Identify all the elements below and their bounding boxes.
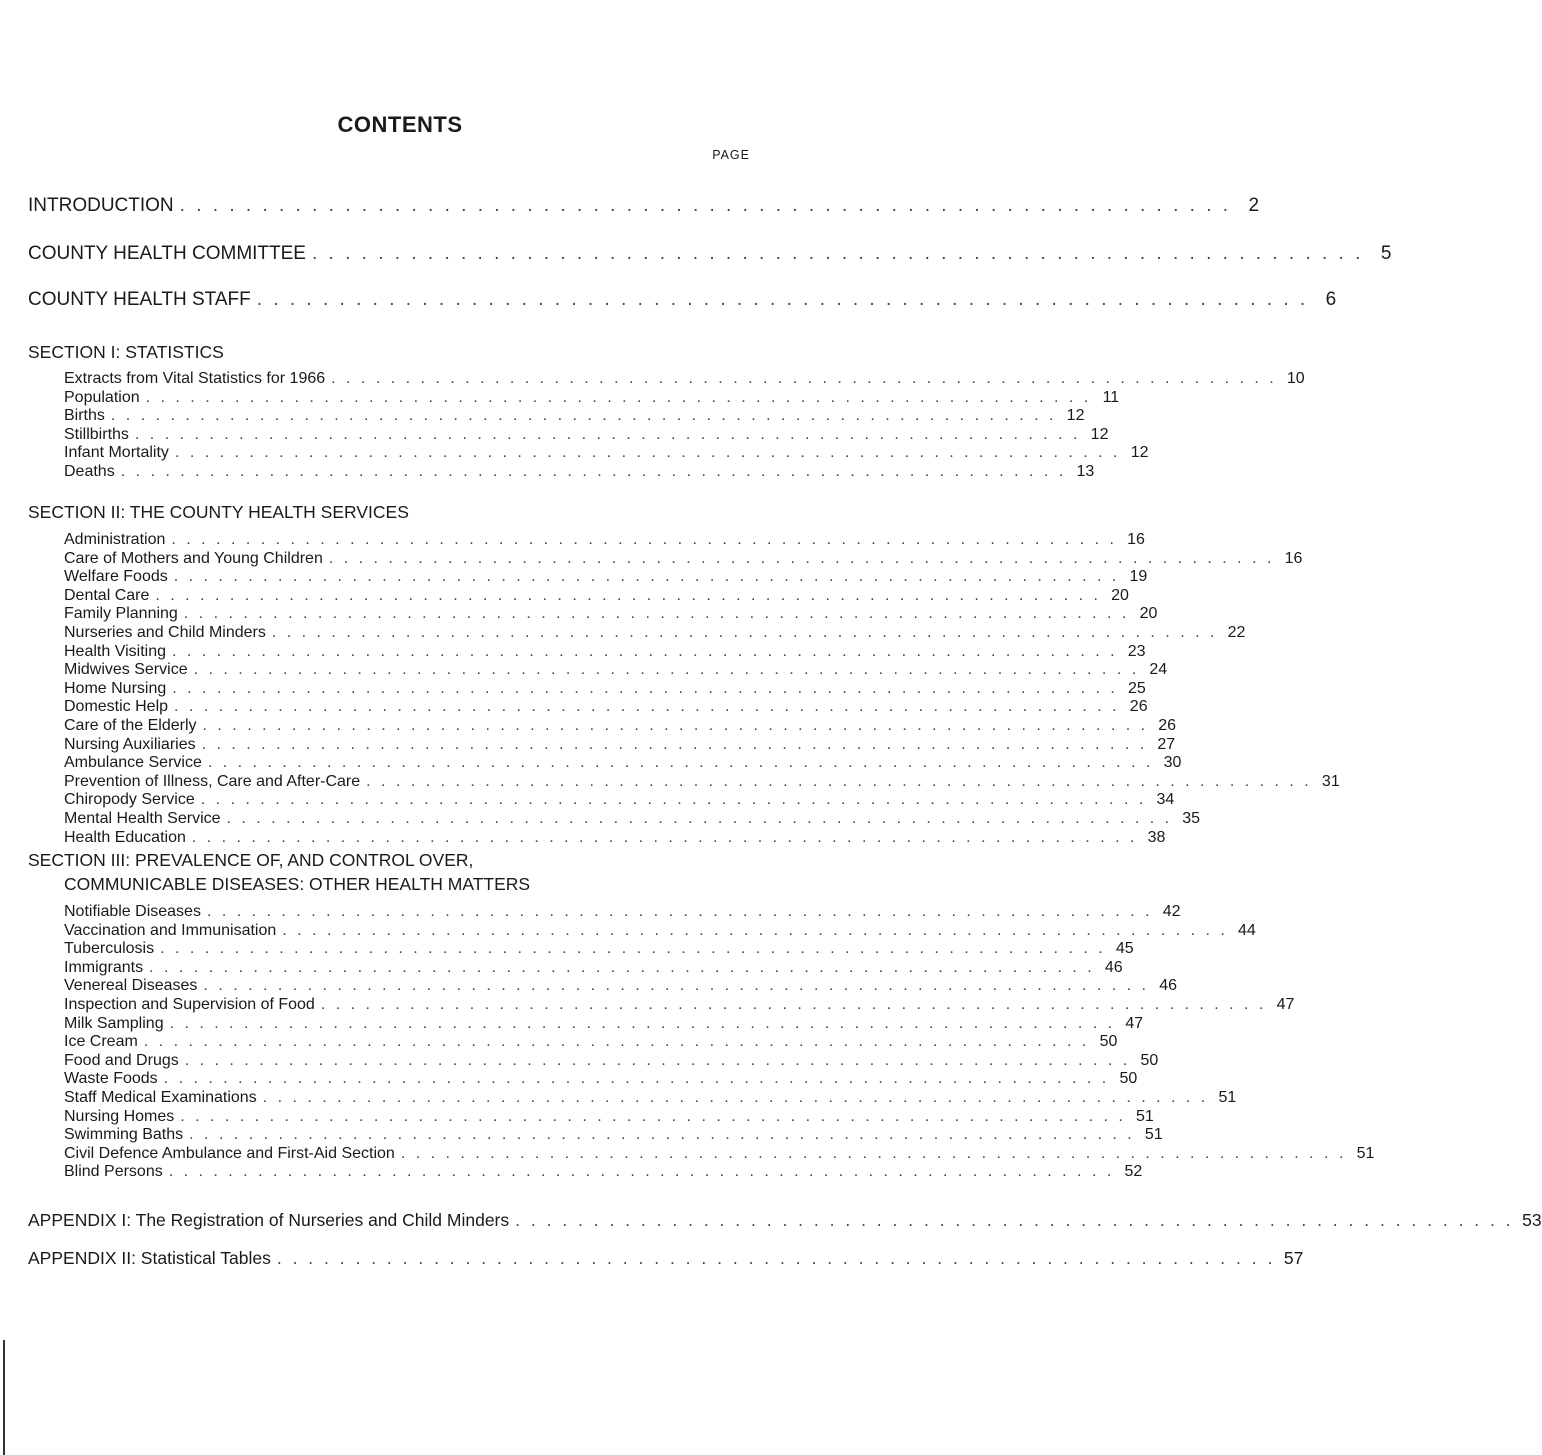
entry-page-number: 50 (1119, 1070, 1138, 1088)
dot-leader: . . . . . . . . . . . . . . . . . . . . . . . . . . . . . . . . . . . . . . . . . . . . . . . . . . . . . . . . . . . . . . . . (202, 717, 1149, 734)
toc-subentry (64, 977, 1177, 997)
entry-page-number: 46 (1159, 977, 1177, 995)
entry-page-number: 20 (1139, 605, 1158, 623)
dot-leader: . . . . . . . . . . . . . . . . . . . . . . . . . . . . . . . . . . . . . . . . . . . . . . . . . . . . . . . . . . . . . . . . (155, 586, 1101, 604)
toc-subentry (64, 735, 1176, 756)
toc-subentry (64, 370, 1305, 390)
entry-label: Population (64, 388, 140, 406)
entry-page-number: 26 (1129, 698, 1148, 716)
entry-page-number: 47 (1125, 1014, 1144, 1032)
toc-subentry (64, 388, 1120, 409)
entry-label: Venereal Diseases (64, 977, 198, 995)
toc-subentry (64, 425, 1109, 446)
toc-subentry (64, 717, 1177, 737)
toc-subentry (64, 1033, 1118, 1053)
scan-edge-line (3, 1340, 5, 1455)
entry-page-number: 31 (1321, 772, 1340, 790)
section-heading: SECTION I: STATISTICS (28, 342, 224, 362)
toc-subentry (64, 772, 1340, 793)
entry-page-number: 12 (1090, 425, 1109, 443)
entry-label: Stillbirths (64, 425, 129, 443)
dot-leader: . . . . . . . . . . . . . . . . . . . . . . . . . . . . . . . . . . . . . . . . . . . . . . . . . . . . . . . . . . . . . . . . (193, 661, 1140, 679)
entry-label: Blind Persons (64, 1163, 163, 1181)
entry-page-number: 12 (1066, 407, 1085, 425)
entry-page-number: 22 (1227, 624, 1246, 641)
dot-leader: . . . . . . . . . . . . . . . . . . . . . . . . . . . . . . . . . . . . . . . . . . . . . . . . . . . . . . . . . . . . . . . . (271, 624, 1218, 641)
entry-page-number: 57 (1283, 1248, 1304, 1268)
entry-label: Deaths (64, 463, 115, 480)
entry-label: Nursing Auxiliaries (64, 735, 196, 753)
dot-leader: . . . . . . . . . . . . . . . . . . . . . . . . . . . . . . . . . . . . . . . . . . . . . . . . . . . . . . . . . . . . . . . . (201, 735, 1148, 753)
toc-subentry (64, 463, 1095, 483)
entry-page-number: 45 (1115, 940, 1134, 958)
dot-leader: . . . . . . . . . . . . . . . . . . . . . . . . . . . . . . . . . . . . . . . . . . . . . . . . . . . . . . . . . . . . . . . . (189, 1126, 1135, 1144)
dot-leader: . . . . . . . . . . . . . . . . . . . . . . . . . . . . . . . . . . . . . . . . . . . . . . . . . . . . . . . . . . . . . . . . (515, 1210, 1514, 1230)
entry-label: Milk Sampling (64, 1014, 164, 1032)
dot-leader: . . . . . . . . . . . . . . . . . . . . . . . . . . . . . . . . . . . . . . . . . . . . . . . . . . . . . . . . . . . . . . . . (145, 388, 1092, 406)
entry-label: Care of the Elderly (64, 717, 197, 734)
entry-page-number: 23 (1127, 642, 1146, 660)
dot-leader: . . . . . . . . . . . . . . . . . . . . . . . . . . . . . . . . . . . . . . . . . . . . . . . . . . . . . . . . . . . . . . . . (276, 1248, 1276, 1268)
entry-label: Infant Mortality (64, 444, 169, 462)
section-heading: SECTION II: THE COUNTY HEALTH SERVICES (28, 502, 409, 522)
entry-label: Administration (64, 531, 166, 548)
dot-leader: . . . . . . . . . . . . . . . . . . . . . . . . . . . . . . . . . . . . . . . . . . . . . . . . . . . . . . . . . . . . . . . . (171, 642, 1118, 660)
entry-page-number: 35 (1182, 810, 1201, 827)
dot-leader: . . . . . . . . . . . . . . . . . . . . . . . . . . . . . . . . . . . . . . . . . . . . . . . . . . . . . . . . . . . . . . . . (171, 531, 1117, 548)
toc-subentry (64, 791, 1175, 811)
entry-label: COUNTY HEALTH COMMITTEE (28, 243, 306, 264)
entry-label: Staff Medical Examinations (64, 1089, 257, 1106)
toc-subentry (64, 810, 1201, 830)
entry-label: Ambulance Service (64, 754, 202, 772)
dot-leader: . . . . . . . . . . . . . . . . . . . . . . . . . . . . . . . . . . . . . . . . . . . . . . . . . . . . . . . . . . . . . . . . (110, 407, 1057, 425)
toc-entry (28, 195, 1260, 221)
toc-subentry (64, 679, 1146, 700)
entry-page-number: 26 (1158, 717, 1177, 734)
toc-subentry (64, 903, 1181, 923)
dot-leader: . . . . . . . . . . . . . . . . . . . . . . . . . . . . . . . . . . . . . . . . . . . . . . . . . . . . . . . . . . . . . . . . (134, 425, 1081, 443)
entry-page-number: 50 (1140, 1051, 1159, 1069)
toc-subentry (64, 940, 1134, 960)
entry-page-number: 51 (1144, 1126, 1163, 1144)
dot-leader: . . . . . . . . . . . . . . . . . . . . . . . . . . . . . . . . . . . . . . . . . . . . . . . . . . . . . . . . . . . . . . . . (191, 828, 1138, 846)
section-heading-continued: COMMUNICABLE DISEASES: OTHER HEALTH MATTERS (64, 874, 531, 894)
entry-label: Dental Care (64, 586, 150, 604)
entry-label: COUNTY HEALTH STAFF (28, 289, 251, 310)
toc-subentry (64, 754, 1182, 774)
entry-page-number: 16 (1284, 549, 1303, 567)
entry-label: Immigrants (64, 958, 144, 976)
toc-subentry (64, 921, 1256, 942)
dot-leader: . . . . . . . . . . . . . . . . . . . . . . . . . . . . . . . . . . . . . . . . . . . . . . . . . . . . . . . . . . . . . . . . (206, 903, 1153, 920)
dot-leader: . . . . . . . . . . . . . . . . . . . . . . . . . . . . . . . . . . . . . . . . . . . . . . . . . . . . . . . . . . . . . . . . (172, 679, 1118, 697)
entry-page-number: 47 (1276, 996, 1295, 1013)
toc-subentry (64, 605, 1158, 625)
dot-leader: . . . . . . . . . . . . . . . . . . . . . . . . . . . . . . . . . . . . . . . . . . . . . . . . . . . . . . . . . . . . . . . . (328, 549, 1275, 567)
entry-label: Home Nursing (64, 679, 167, 697)
toc-entry (28, 289, 1337, 315)
entry-label: APPENDIX II: Statistical Tables (28, 1248, 271, 1268)
toc-subentry (64, 1163, 1143, 1183)
entry-page-number: 19 (1129, 568, 1148, 586)
toc-subentry (64, 661, 1168, 681)
entry-label: Mental Health Service (64, 810, 221, 827)
toc-subentry (64, 549, 1303, 570)
toc-subentry (64, 624, 1246, 644)
appendix-entry (28, 1210, 1542, 1236)
entry-page-number: 50 (1099, 1033, 1118, 1051)
entry-label: Nurseries and Child Minders (64, 624, 266, 641)
toc-subentry (64, 586, 1129, 607)
entry-label: Tuberculosis (64, 940, 155, 958)
entry-label: Midwives Service (64, 661, 188, 679)
toc-subentry (64, 531, 1145, 551)
dot-leader: . . . . . . . . . . . . . . . . . . . . . . . . . . . . . . . . . . . . . . . . . . . . . . . . . . . . . . . . . . . . . . . . (173, 568, 1120, 586)
entry-page-number: 16 (1127, 531, 1145, 548)
dot-leader: . . . . . . . . . . . . . . . . . . . . . . . . . . . . . . . . . . . . . . . . . . . . . . . . . . . . . . . . . . . . . . . . (183, 605, 1130, 623)
toc-subentry (64, 444, 1149, 464)
toc-entry (28, 243, 1392, 269)
entry-page-number: 42 (1162, 903, 1181, 920)
entry-page-number: 51 (1356, 1144, 1375, 1162)
dot-leader: . . . . . . . . . . . . . . . . . . . . . . . . . . . . . . . . . . . . . . . . . . . . . . . . . . . . . . . . . . . . . . . . (366, 772, 1312, 790)
entry-label: Vaccination and Immunisation (64, 921, 277, 939)
dot-leader: . . . . . . . . . . . . . . . . . . . . . . . . . . . . . . . . . . . . . . . . . . . . . . . . . . . . . . . . . . . . . . . . (331, 370, 1277, 387)
dot-leader: . . . . . . . . . . . . . . . . . . . . . . . . . . . . . . . . . . . . . . . . . . . . . . . . . . . . . . . . . . . . . . . . (320, 996, 1267, 1013)
entry-page-number: 27 (1157, 735, 1176, 753)
dot-leader: . . . . . . . . . . . . . . . . . . . . . . . . . . . . . . . . . . . . . . . . . . . . . . . . . . . . . . . . . . . . . . . . (169, 1014, 1116, 1032)
toc-subentry (64, 568, 1148, 588)
entry-page-number: 30 (1163, 754, 1182, 772)
entry-page-number: 44 (1238, 921, 1256, 939)
entry-label: Domestic Help (64, 698, 169, 716)
entry-page-number: 51 (1218, 1089, 1237, 1106)
toc-subentry (64, 1051, 1159, 1072)
entry-page-number: 46 (1104, 958, 1123, 976)
entry-label: APPENDIX I: The Registration of Nurseries and Child Minders (28, 1210, 510, 1230)
toc-subentry (64, 828, 1166, 849)
toc-subentry (64, 996, 1295, 1016)
dot-leader: . . . . . . . . . . . . . . . . . . . . . . . . . . . . . . . . . . . . . . . . . . . . . . . . . . . . . . . . . . . . . . . . (262, 1089, 1209, 1106)
appendix-entry (28, 1248, 1304, 1274)
toc-subentry (64, 1014, 1144, 1035)
toc-subentry (64, 1070, 1138, 1090)
dot-leader: . . . . . . . . . . . . . . . . . . . . . . . . . . . . . . . . . . . . . . . . . . . . . . . . . . . . . . . . . . . . . . . . (282, 921, 1228, 939)
entry-label: Civil Defence Ambulance and First-Aid Section (64, 1144, 395, 1162)
dot-leader: . . . . . . . . . . . . . . . . . . . . . . . . . . . . . . . . . . . . . . . . . . . . . . . . . . . . . . . . . . . . . . . . (200, 791, 1147, 809)
entry-label: Notifiable Diseases (64, 903, 201, 920)
entry-label: Health Education (64, 828, 186, 846)
contents-title: CONTENTS (337, 112, 463, 137)
entry-page-number: 12 (1130, 444, 1149, 462)
toc-subentry (64, 1144, 1375, 1165)
toc-subentry (64, 407, 1085, 427)
dot-leader: . . . . . . . . . . . . . . . . . . . . . . . . . . . . . . . . . . . . . . . . . . . . . . . . . . . . . . . . . . . . . . . . (168, 1163, 1115, 1181)
entry-label: Inspection and Supervision of Food (64, 996, 315, 1013)
entry-page-number: 51 (1136, 1107, 1154, 1125)
page-column-label: PAGE (712, 148, 750, 162)
entry-label: INTRODUCTION (28, 195, 174, 216)
toc-subentry (64, 958, 1123, 979)
dot-leader: . . . . . . . . . . . . . . . . . . . . . . . . . . . . . . . . . . . . . . . . . . . . . . . . . . . . . . . . . . . . . . . . (256, 289, 1309, 310)
dot-leader: . . . . . . . . . . . . . . . . . . . . . . . . . . . . . . . . . . . . . . . . . . . . . . . . . . . . . . . . . . . . . . . . (120, 463, 1067, 480)
entry-page-number: 13 (1076, 463, 1095, 480)
toc-subentry (64, 1126, 1163, 1146)
entry-page-number: 34 (1156, 791, 1175, 809)
entry-label: Food and Drugs (64, 1051, 179, 1069)
toc-subentry (64, 1089, 1237, 1109)
entry-label: Prevention of Illness, Care and After-Care (64, 772, 361, 790)
entry-label: Ice Cream (64, 1033, 138, 1051)
entry-page-number: 52 (1124, 1163, 1143, 1181)
entry-label: Welfare Foods (64, 568, 168, 586)
entry-label: Swimming Baths (64, 1126, 184, 1144)
toc-subentry (64, 642, 1146, 663)
dot-leader: . . . . . . . . . . . . . . . . . . . . . . . . . . . . . . . . . . . . . . . . . . . . . . . . . . . . . . . . . . . . . . . . (163, 1070, 1110, 1088)
section-heading: SECTION III: PREVALENCE OF, AND CONTROL OVER, (28, 850, 474, 870)
dot-leader: . . . . . . . . . . . . . . . . . . . . . . . . . . . . . . . . . . . . . . . . . . . . . . . . . . . . . . . . . . . . . . . . (143, 1033, 1090, 1051)
entry-page-number: 25 (1128, 679, 1146, 697)
entry-label: Nursing Homes (64, 1107, 175, 1125)
entry-page-number: 38 (1147, 828, 1166, 846)
dot-leader: . . . . . . . . . . . . . . . . . . . . . . . . . . . . . . . . . . . . . . . . . . . . . . . . . . . . . . . . . . . . . . . . (180, 1107, 1126, 1125)
toc-subentry (64, 698, 1148, 718)
entry-page-number: 11 (1102, 388, 1120, 406)
dot-leader: . . . . . . . . . . . . . . . . . . . . . . . . . . . . . . . . . . . . . . . . . . . . . . . . . . . . . . . . . . . . . . . . (149, 958, 1095, 976)
dot-leader: . . . . . . . . . . . . . . . . . . . . . . . . . . . . . . . . . . . . . . . . . . . . . . . . . . . . . . . . . . . . . . . . (203, 977, 1149, 995)
entry-label: Births (64, 407, 105, 425)
dot-leader: . . . . . . . . . . . . . . . . . . . . . . . . . . . . . . . . . . . . . . . . . . . . . . . . . . . . . . . . . . . . . . . . (184, 1051, 1131, 1069)
entry-label: Health Visiting (64, 642, 166, 660)
dot-leader: . . . . . . . . . . . . . . . . . . . . . . . . . . . . . . . . . . . . . . . . . . . . . . . . . . . . . . . . . . . . . . . . (207, 754, 1154, 772)
entry-page-number: 6 (1325, 289, 1337, 310)
dot-leader: . . . . . . . . . . . . . . . . . . . . . . . . . . . . . . . . . . . . . . . . . . . . . . . . . . . . . . . . . . . . . . . . (311, 243, 1364, 264)
entry-page-number: 5 (1380, 243, 1392, 264)
entry-page-number: 24 (1149, 661, 1168, 679)
entry-label: Waste Foods (64, 1070, 158, 1088)
dot-leader: . . . . . . . . . . . . . . . . . . . . . . . . . . . . . . . . . . . . . . . . . . . . . . . . . . . . . . . . . . . . . . . . (174, 698, 1120, 716)
dot-leader: . . . . . . . . . . . . . . . . . . . . . . . . . . . . . . . . . . . . . . . . . . . . . . . . . . . . . . . . . . . . . . . . (179, 195, 1232, 216)
dot-leader: . . . . . . . . . . . . . . . . . . . . . . . . . . . . . . . . . . . . . . . . . . . . . . . . . . . . . . . . . . . . . . . . (226, 810, 1173, 827)
entry-label: Extracts from Vital Statistics for 1966 (64, 370, 326, 387)
entry-page-number: 53 (1522, 1210, 1542, 1230)
dot-leader: . . . . . . . . . . . . . . . . . . . . . . . . . . . . . . . . . . . . . . . . . . . . . . . . . . . . . . . . . . . . . . . . (400, 1144, 1347, 1162)
dot-leader: . . . . . . . . . . . . . . . . . . . . . . . . . . . . . . . . . . . . . . . . . . . . . . . . . . . . . . . . . . . . . . . . (174, 444, 1121, 462)
entry-page-number: 2 (1248, 195, 1260, 216)
toc-subentry (64, 1107, 1154, 1128)
entry-label: Family Planning (64, 605, 178, 623)
entry-label: Care of Mothers and Young Children (64, 549, 323, 567)
dot-leader: . . . . . . . . . . . . . . . . . . . . . . . . . . . . . . . . . . . . . . . . . . . . . . . . . . . . . . . . . . . . . . . . (160, 940, 1106, 958)
entry-page-number: 10 (1286, 370, 1305, 387)
entry-page-number: 20 (1111, 586, 1129, 604)
entry-label: Chiropody Service (64, 791, 195, 809)
